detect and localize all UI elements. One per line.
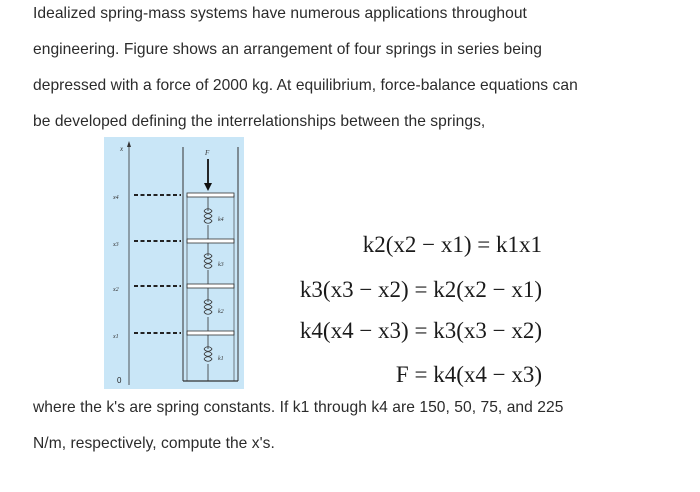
- spring-system-figure: [104, 137, 244, 389]
- intro-line: Idealized spring-mass systems have numerous applications throughout: [33, 5, 527, 22]
- equation-2-rhs: k2(x2 − x1): [433, 277, 542, 302]
- spring-label-k3: k3: [218, 262, 224, 268]
- spring-label-k1: k1: [218, 356, 224, 362]
- intro-line: be developed defining the interrelationships between the springs,: [33, 113, 486, 130]
- equation-2: k3(x3 − x2) = k2(x2 − x1): [299, 277, 542, 302]
- spring-label-k2: k2: [218, 309, 224, 315]
- question-paragraph: [33, 390, 693, 462]
- equation-3: k4(x4 − x3) = k3(x3 − x2): [299, 318, 542, 343]
- position-label-x4: x4: [113, 195, 119, 201]
- mass-plate-4: [187, 193, 234, 197]
- intro-line: depressed with a force of 2000 kg. At equilibrium, force-balance equations can: [33, 77, 578, 94]
- force-label: F: [205, 149, 210, 157]
- position-label-x3: x3: [113, 242, 119, 248]
- question-line: where the k's are spring constants. If k1 through k4 are 150, 50, 75, and 225: [33, 399, 564, 416]
- equation-1: k2(x2 − x1) = k1x1: [362, 232, 542, 257]
- equation-3-rhs: k3(x3 − x2): [433, 318, 542, 343]
- spring-label-k4: k4: [218, 217, 224, 223]
- equation-1-rhs: k1x1: [496, 232, 542, 257]
- equation-2-text: k3(x3 − x2): [299, 277, 409, 302]
- equation-4: F = k4(x4 − x3): [395, 362, 542, 387]
- question-line: N/m, respectively, compute the x's.: [33, 435, 275, 452]
- origin-label: 0: [117, 376, 122, 385]
- position-label-x1: x1: [113, 334, 119, 340]
- axis-label: x: [120, 145, 124, 153]
- equation-1-text: k2(x2 − x1): [362, 232, 472, 257]
- mass-plate-2: [187, 284, 234, 288]
- intro-line: engineering. Figure shows an arrangement of four springs in series being: [33, 41, 542, 58]
- equation-4-rhs: k4(x4 − x3): [433, 362, 542, 387]
- equation-3-text: k4(x4 − x3): [299, 318, 409, 343]
- position-label-x2: x2: [113, 287, 119, 293]
- mass-plate-3: [187, 239, 234, 243]
- mass-plate-1: [187, 331, 234, 335]
- intro-paragraph: [33, 0, 693, 140]
- equation-4-text: F: [395, 362, 409, 387]
